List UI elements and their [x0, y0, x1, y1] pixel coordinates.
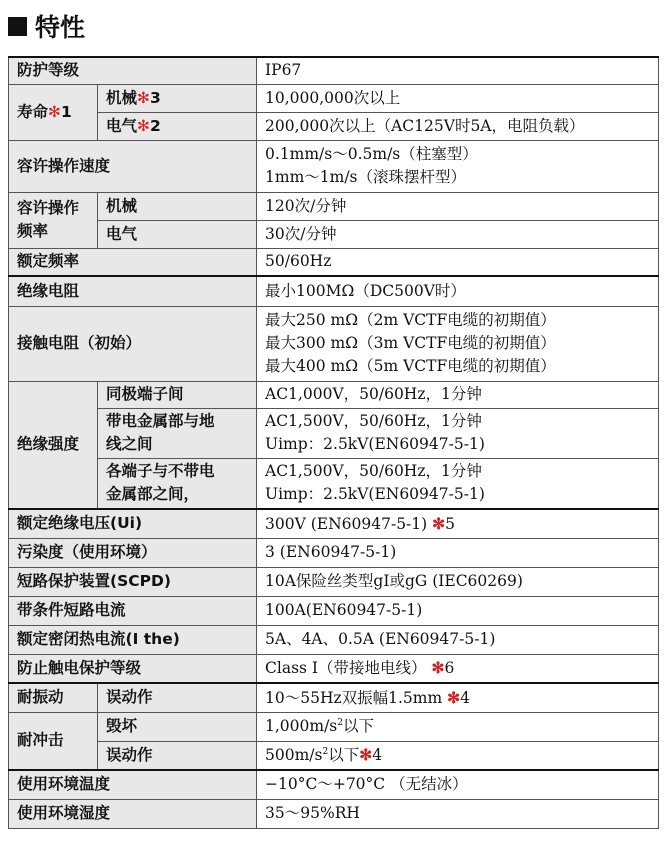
row-value: 100A(EN60947-5-1): [257, 596, 659, 625]
row-label: 额定密闭热电流(I the): [9, 625, 257, 654]
row-label: 容许操作 频率: [9, 192, 98, 248]
row-value: 最大250 mΩ（2m VCTF电缆的初期值） 最大300 mΩ（3m VCTF电缆的初期值） 最大400 mΩ（5m VCTF电缆的初期值）: [257, 306, 659, 381]
table-row: [9, 625, 659, 654]
sub-label: 误动作: [98, 741, 257, 770]
sub-label: 机械✻3: [98, 84, 257, 112]
row-value: AC1,500V，50/60Hz，1分钟 Uimp：2.5kV(EN60947-5-1): [257, 458, 659, 509]
asterisk-icon: ✻: [48, 102, 62, 121]
row-value: 最小100MΩ（DC500V时）: [257, 276, 659, 306]
row-value: AC1,000V，50/60Hz，1分钟: [257, 381, 659, 408]
row-label: 使用环境湿度: [9, 799, 257, 828]
table-row: [9, 712, 659, 741]
asterisk-icon: ✻: [137, 88, 151, 107]
asterisk-icon: ✻: [137, 116, 151, 135]
sub-label: 机械: [98, 192, 257, 220]
table-row: [9, 741, 659, 770]
asterisk-icon: ✻: [359, 745, 373, 765]
row-value: IP67: [257, 57, 659, 84]
asterisk-icon: ✻: [432, 513, 446, 533]
row-label: 容许操作速度: [9, 140, 257, 192]
sub-label: 各端子与不带电 金属部之间，: [98, 458, 257, 509]
section-title: 特性: [35, 13, 86, 42]
sub-label: 电气: [98, 220, 257, 248]
row-label: 污染度（使用环境）: [9, 538, 257, 567]
row-label: 额定绝缘电压(Ui): [9, 509, 257, 538]
table-row: [9, 57, 659, 84]
sub-label: 毁坏: [98, 712, 257, 741]
table-row: [9, 538, 659, 567]
row-label: 耐冲击: [9, 712, 98, 770]
row-value: 10A保险丝类型gI或gG (IEC60269): [257, 567, 659, 596]
sub-label: 电气✻2: [98, 112, 257, 140]
row-label: 寿命✻1: [9, 84, 98, 140]
table-row: [9, 408, 659, 458]
row-value: 30次/分钟: [257, 220, 659, 248]
row-label: 绝缘强度: [9, 381, 98, 509]
row-value: 5A、4A、0.5A (EN60947-5-1): [257, 625, 659, 654]
sub-label: 带电金属部与地 线之间: [98, 408, 257, 458]
table-row: [9, 770, 659, 799]
row-label: 防护等级: [9, 57, 257, 84]
row-value: 10～55Hz双振幅1.5mm ✻4: [257, 683, 659, 712]
row-value: $500m/s^2$以下✻4: [257, 741, 659, 770]
sub-label: 误动作: [98, 683, 257, 712]
table-row: [9, 458, 659, 509]
table-row: [9, 220, 659, 248]
section-heading: [8, 6, 85, 46]
table-row: [9, 306, 659, 381]
asterisk-icon: ✻: [431, 658, 445, 678]
row-label: 使用环境温度: [9, 770, 257, 799]
row-value: Class I（带接地电线） ✻6: [257, 654, 659, 683]
asterisk-icon: ✻: [447, 687, 461, 707]
row-label: 接触电阻（初始）: [9, 306, 257, 381]
row-label: 短路保护装置(SCPD): [9, 567, 257, 596]
sub-label: 同极端子间: [98, 381, 257, 408]
square-bullet-icon: [8, 17, 27, 36]
row-value: 35～95%RH: [257, 799, 659, 828]
row-label: 额定频率: [9, 248, 257, 276]
table-row: [9, 381, 659, 408]
table-row: [9, 276, 659, 306]
row-label: 耐振动: [9, 683, 98, 712]
table-row: [9, 192, 659, 220]
table-row: [9, 567, 659, 596]
row-value: 3 (EN60947-5-1): [257, 538, 659, 567]
row-value: 300V (EN60947-5-1) ✻5: [257, 509, 659, 538]
table-row: [9, 140, 659, 192]
row-value: 0.1mm/s～0.5m/s（柱塞型） 1mm～1m/s（滚珠摆杆型）: [257, 140, 659, 192]
table-row: [9, 654, 659, 683]
row-value: 200,000次以上（AC125V时5A，电阻负载）: [257, 112, 659, 140]
table-row: [9, 84, 659, 112]
table-row: [9, 799, 659, 828]
table-row: [9, 248, 659, 276]
row-label: 防止触电保护等级: [9, 654, 257, 683]
row-label: 绝缘电阻: [9, 276, 257, 306]
row-value: AC1,500V，50/60Hz，1分钟 Uimp：2.5kV(EN60947-5-1): [257, 408, 659, 458]
row-value: 10,000,000次以上: [257, 84, 659, 112]
specs-table: [8, 56, 659, 829]
table-row: [9, 596, 659, 625]
row-label: 带条件短路电流: [9, 596, 257, 625]
row-value: 120次/分钟: [257, 192, 659, 220]
table-row: [9, 683, 659, 712]
table-row: [9, 509, 659, 538]
table-row: [9, 112, 659, 140]
row-value: −10°C～+70°C （无结冰）: [257, 770, 659, 799]
row-value: $1,000m/s^2$以下: [257, 712, 659, 741]
row-value: 50/60Hz: [257, 248, 659, 276]
